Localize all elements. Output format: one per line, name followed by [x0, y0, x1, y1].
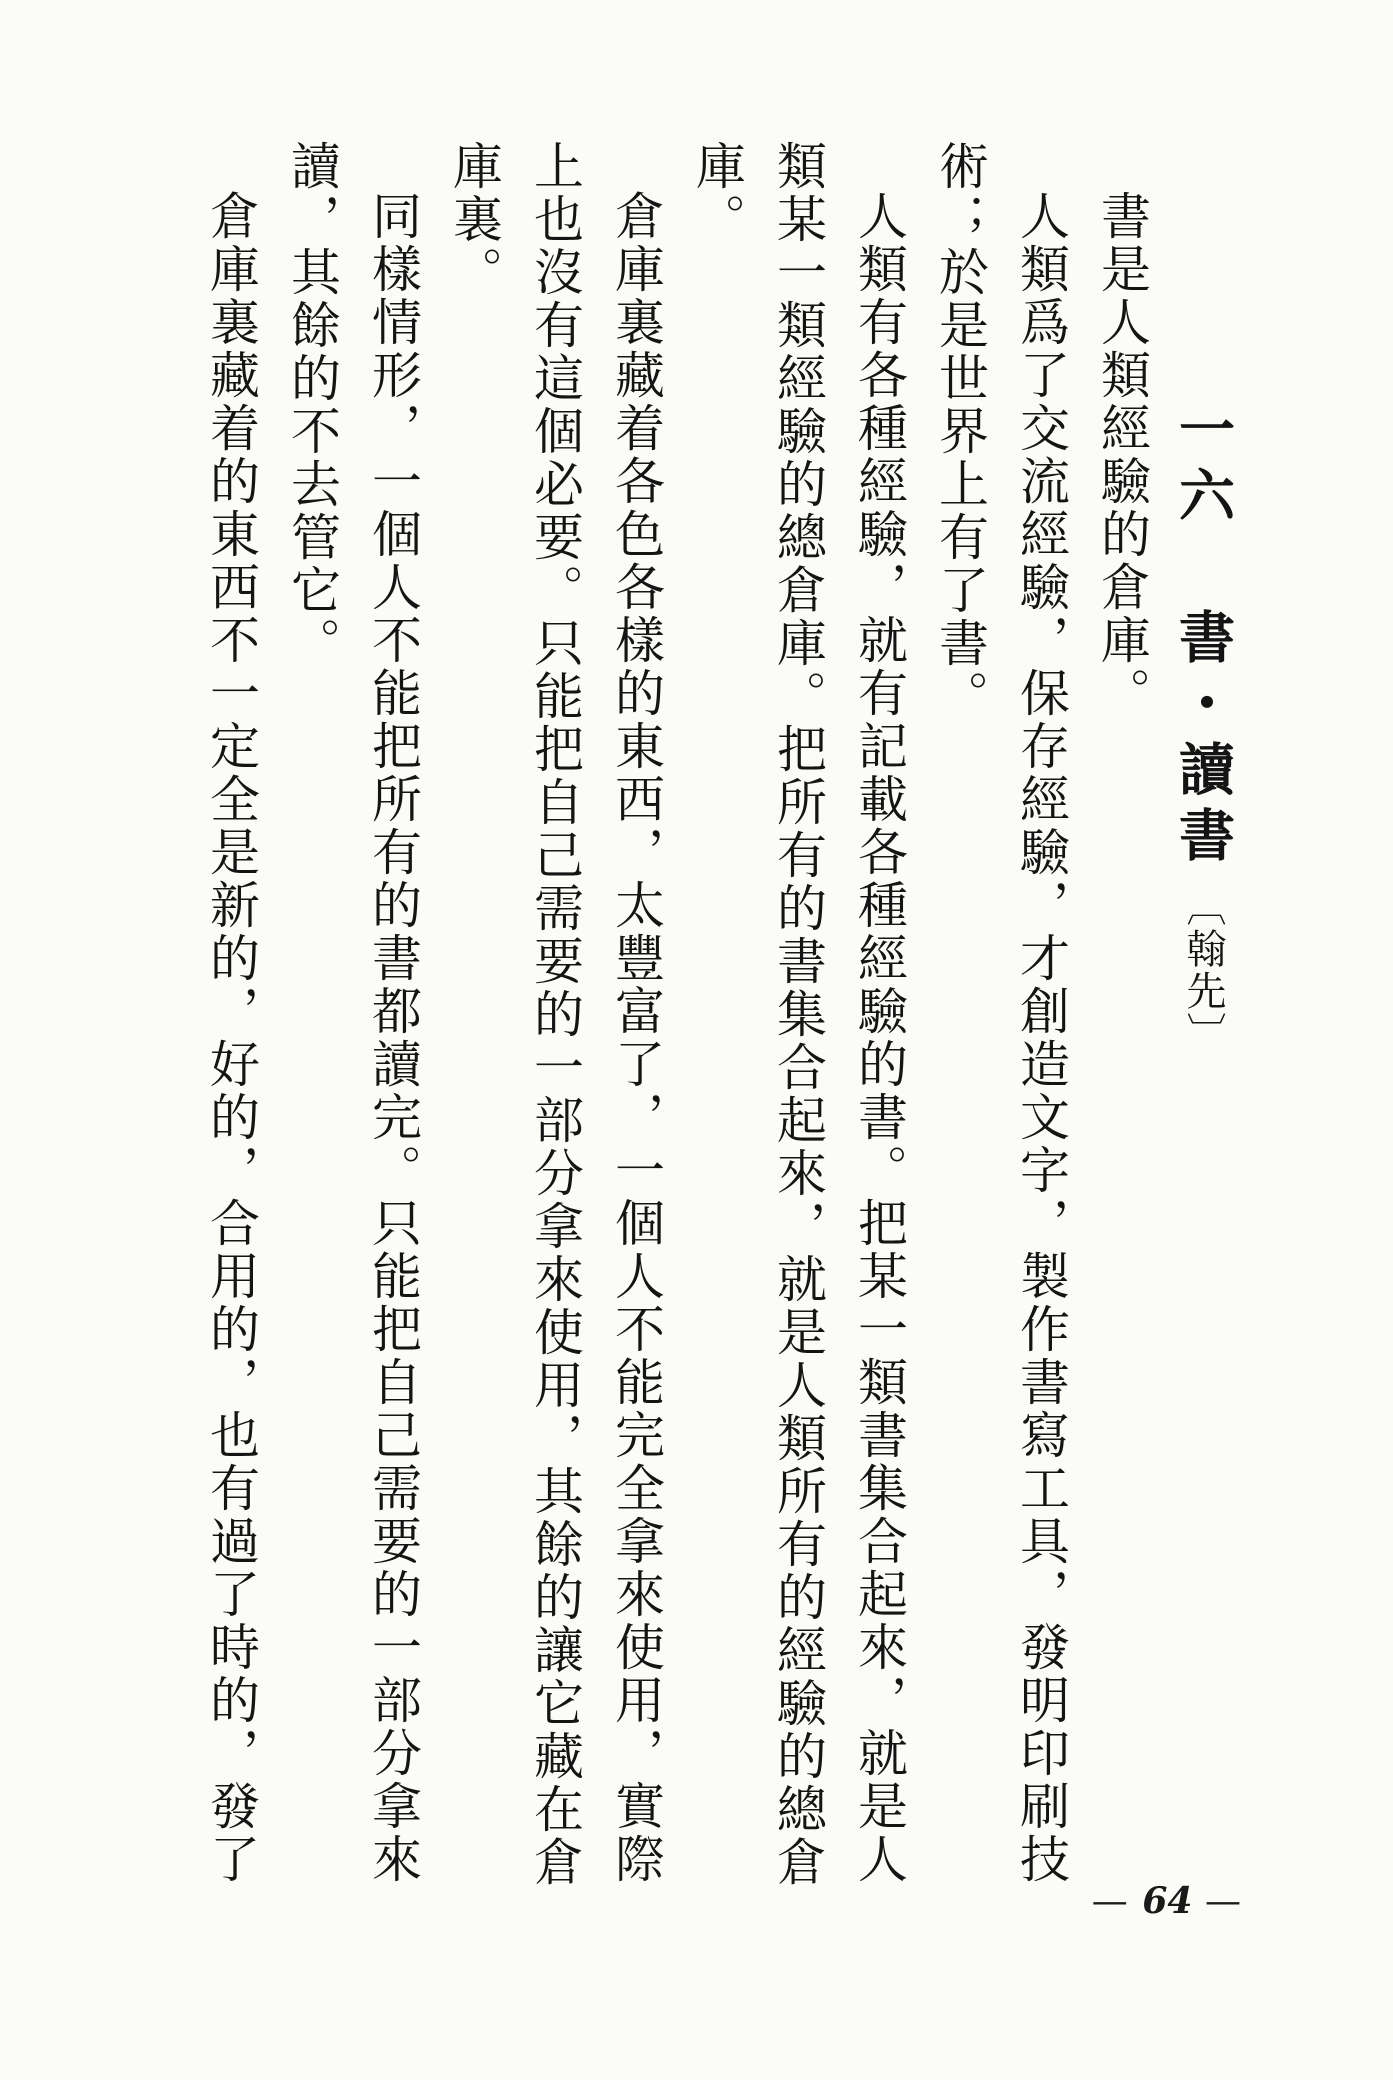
page-number-dash-right: —	[1205, 1881, 1243, 1922]
page-number-dash-left: —	[1091, 1881, 1130, 1922]
page-number	[0, 1880, 1393, 1922]
page-number-value: 64	[1142, 1880, 1193, 1922]
paragraph-6: 倉庫裏藏着的東西不一定全是新的，好的，合用的，也有過了時的，發了	[202, 190, 260, 1886]
chapter-title	[1162, 140, 1243, 1900]
paragraph-4: 倉庫裏藏着各色各樣的東西，太豐富了，一個人不能完全拿來使用，實際上也沒有這個必要。只能把自己需要的一部分拿來使用，其餘的讓它藏在倉庫裏。	[445, 140, 665, 1889]
paragraph-5: 同樣情形，一個人不能把所有的書都讀完。只能把自己需要的一部分拿來讀，其餘的不去管它。	[283, 140, 422, 1886]
paragraph-2: 人類爲了交流經驗，保存經驗，才創造文字，製作書寫工具，發明印刷技術；於是世界上有了書。	[931, 140, 1070, 1886]
author-name: 〔翰先〕	[1180, 886, 1226, 1054]
paragraph-1: 書是人類經驗的倉庫。	[1093, 190, 1151, 720]
vertical-text-block	[190, 140, 1243, 1900]
chapter-title-text: 一六 書・讀書	[1170, 400, 1236, 872]
paragraph-3: 人類有各種經驗，就有記載各種經驗的書。把某一類書集合起來，就是人類某一類經驗的總倉庫。把所有的書集合起來，就是人類所有的經驗的總倉庫。	[688, 140, 908, 1889]
